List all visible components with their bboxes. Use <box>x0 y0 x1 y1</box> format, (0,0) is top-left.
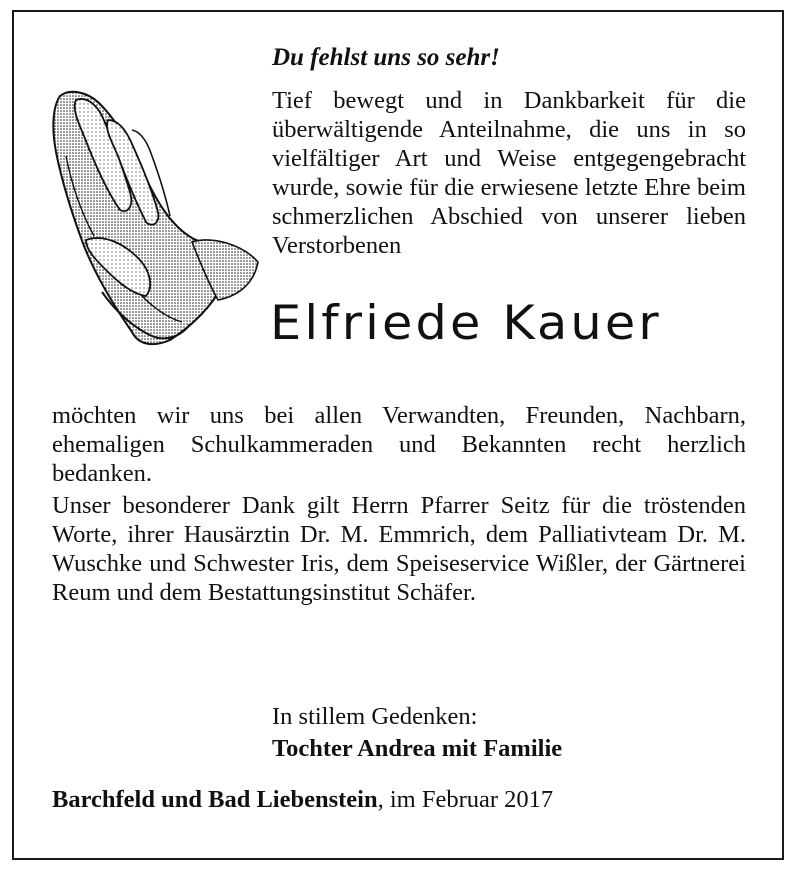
closing-block <box>272 701 562 765</box>
special-thanks-paragraph: Unser besonderer Dank gilt Herrn Pfarrer Seitz für die tröstenden Worte, ihrer Hausärztin Dr. M. Emmrich, dem Palliativteam Dr. M. Wuschke und Schwester Iris, dem Speiseservice Wißler, der Gärtnerei Reum und dem Bestattungsinstitut Schäfer. <box>52 492 746 606</box>
thanks-paragraph: möchten wir uns bei allen Verwandten, Freunden, Nachbarn, ehemaligen Schulkammeraden und Bekannten recht herzlich bedanken. <box>52 402 746 487</box>
remembrance-line: In stillem Gedenken: <box>272 703 478 730</box>
places: Barchfeld und Bad Liebenstein <box>52 786 378 813</box>
intro-paragraph: Tief bewegt und in Dankbarkeit für die überwältigende Anteilnahme, die uns in so vielfältiger Art und Weise entgegengebracht wurde, sowie für die erwiesene letzte Ehre beim schmerzlichen Abschied von unserer lieben Verstorbenen <box>272 87 746 259</box>
place-date-line <box>52 786 553 814</box>
praying-hands-icon <box>42 86 264 348</box>
headline: Du fehlst uns so sehr! <box>272 44 500 71</box>
deceased-name: Elfriede Kauer <box>270 296 662 351</box>
family-signature: Tochter Andrea mit Familie <box>272 735 563 762</box>
date: , im Februar 2017 <box>377 786 554 813</box>
